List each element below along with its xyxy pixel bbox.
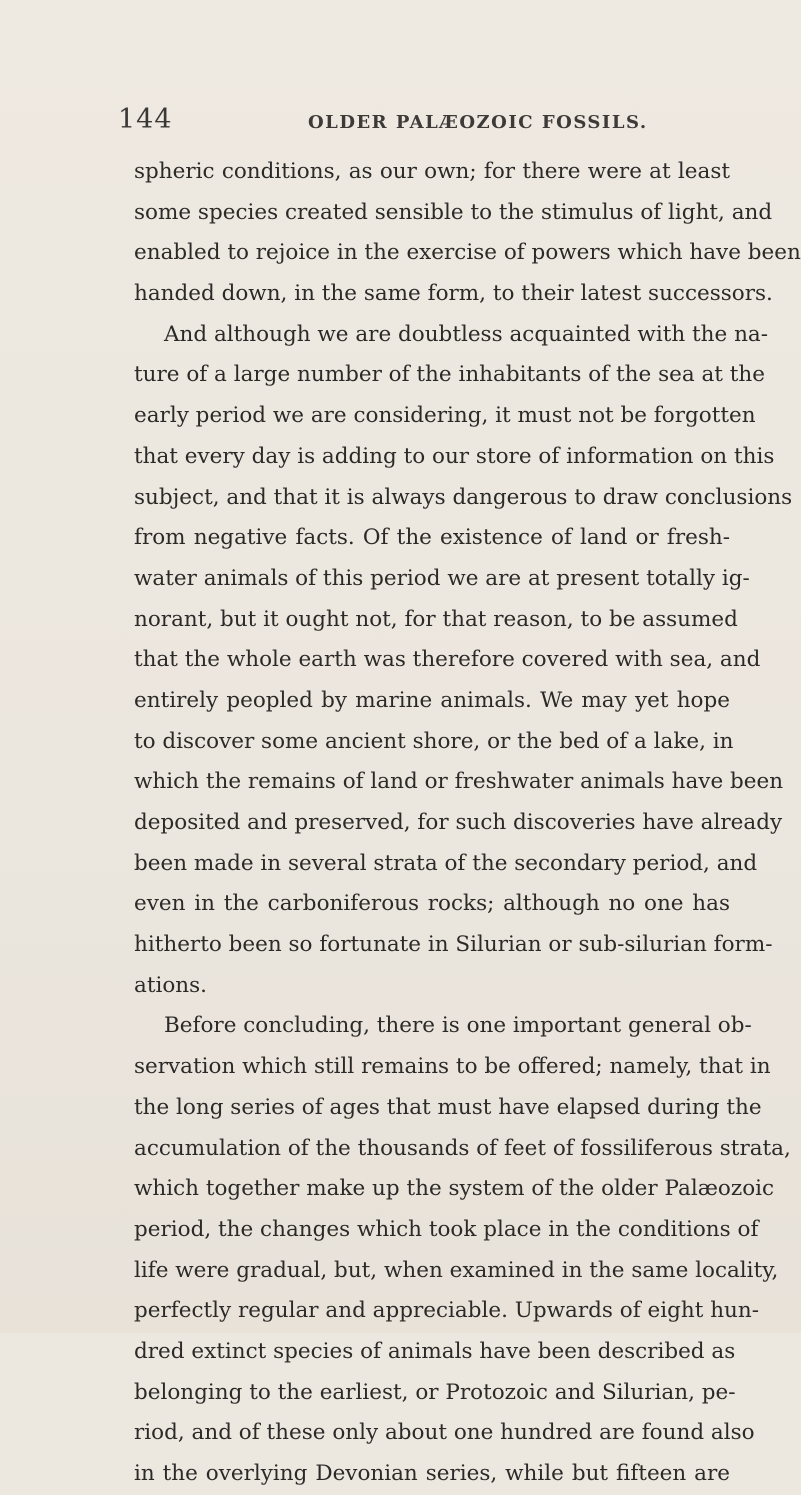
text-line: which the remains of land or freshwater animals have been <box>134 769 784 795</box>
text-line: water animals of this period we are at present totally ig- <box>134 565 750 591</box>
text-line: life were gradual, but, when examined in the same locality, <box>134 1257 779 1283</box>
text-line: some species created sensible to the stimulus of light, and <box>134 199 773 225</box>
body-text <box>134 152 801 1495</box>
text-line: in the overlying Devonian series, while but fifteen are <box>134 1461 730 1486</box>
text-line: subject, and that it is always dangerous to draw conclusions <box>134 484 793 510</box>
text-line: enabled to rejoice in the exercise of powers which have been <box>134 240 801 266</box>
text-line: accumulation of the thousands of feet of fossiliferous strata, <box>134 1135 791 1161</box>
text-line: the long series of ages that must have elapsed during the <box>134 1094 762 1120</box>
paragraph-start: And although we are doubtless acquainted with the na- <box>164 321 769 347</box>
text-line: period, the changes which took place in the conditions of <box>134 1216 759 1242</box>
text-line: that every day is adding to our store of information on this <box>134 443 775 469</box>
text-line: even in the carboniferous rocks; although no one has <box>134 891 730 917</box>
text-line: hitherto been so fortunate in Silurian or sub-silurian form- <box>134 932 773 958</box>
text-line: which together make up the system of the older Palæozoic <box>134 1176 775 1202</box>
text-line: ture of a large number of the inhabitants of the sea at the <box>134 362 765 388</box>
paragraph-start: Before concluding, there is one important general ob- <box>164 1013 752 1039</box>
text-line: to discover some ancient shore, or the bed of a lake, in <box>134 728 734 754</box>
text-line: spheric conditions, as our own; for there were at least <box>134 159 730 184</box>
text-line: that the whole earth was therefore covered with sea, and <box>134 647 761 673</box>
text-line: handed down, in the same form, to their latest successors. <box>134 281 773 307</box>
page-number: 144 <box>118 104 173 135</box>
running-head <box>118 104 738 144</box>
text-line: entirely peopled by marine animals. We may yet hope <box>134 687 730 713</box>
text-line: deposited and preserved, for such discoveries have already <box>134 810 783 835</box>
text-line: from negative facts. Of the existence of land or fresh- <box>134 525 730 551</box>
text-line: belonging to the earliest, or Protozoic and Silurian, pe- <box>134 1379 736 1405</box>
text-line: perfectly regular and appreciable. Upwards of eight hun- <box>134 1298 760 1324</box>
text-line: servation which still remains to be offered; namely, that in <box>134 1054 771 1080</box>
text-line: been made in several strata of the secondary period, and <box>134 850 758 876</box>
text-line: riod, and of these only about one hundred are found also <box>134 1420 755 1446</box>
text-line: early period we are considering, it must not be forgotten <box>134 403 756 429</box>
running-title: OLDER PALÆOZOIC FOSSILS. <box>308 112 648 133</box>
text-line: ations. <box>134 972 207 998</box>
text-line: norant, but it ought not, for that reason, to be assumed <box>134 606 738 632</box>
text-line: dred extinct species of animals have been described as <box>134 1338 736 1364</box>
